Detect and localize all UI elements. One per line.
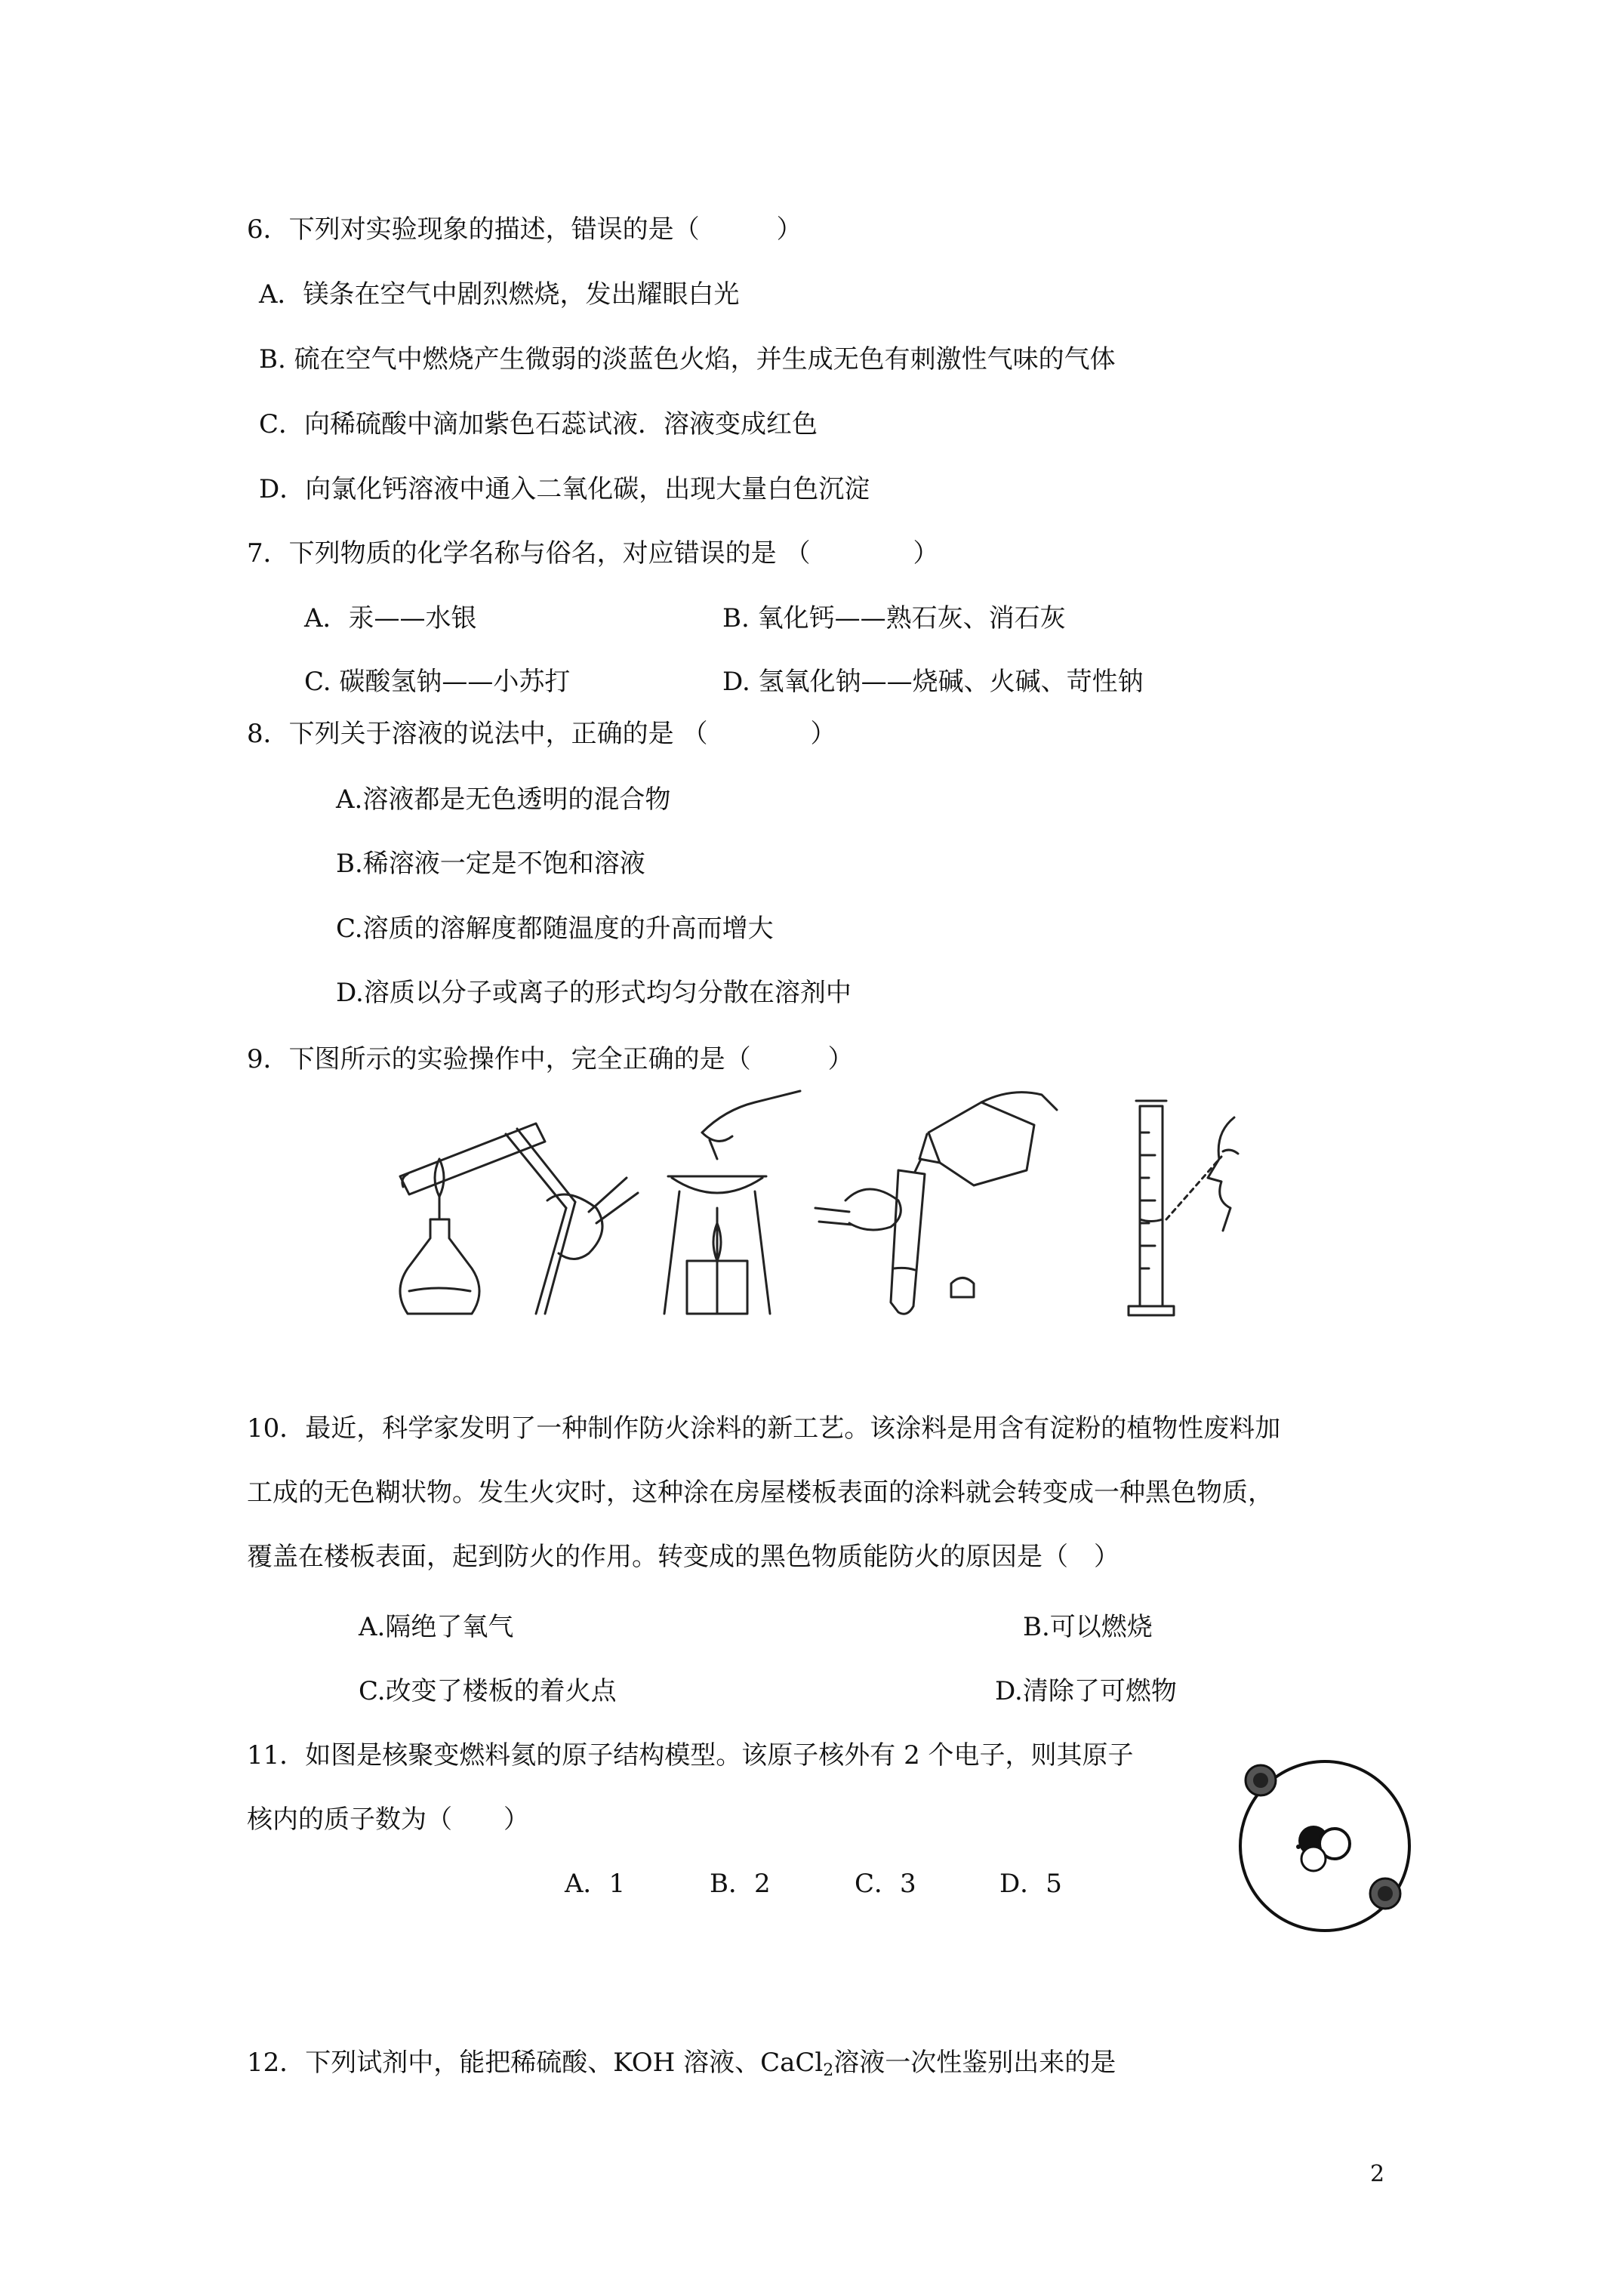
- graduated-cylinder-drawing: [1129, 1101, 1238, 1315]
- q8-option-c: C.溶质的溶解度都随温度的升高而增大: [336, 914, 774, 944]
- q11-stem-line-2: 核内的质子数为（ ）: [247, 1804, 529, 1835]
- q6-option-d: D．向氯化钙溶液中通入二氧化碳，出现大量白色沉淀: [259, 474, 870, 504]
- heating-test-tube-drawing: [400, 1123, 638, 1314]
- q10-option-b: B.可以燃烧: [1023, 1612, 1153, 1642]
- q7-option-a: A．汞——水银: [304, 603, 477, 633]
- q10-option-a: A.隔绝了氧气: [359, 1612, 514, 1642]
- q6-option-a: A．镁条在空气中剧烈燃烧，发出耀眼白光: [259, 279, 740, 310]
- page-number: 2: [1370, 2161, 1385, 2187]
- q8-option-b: B.稀溶液一定是不饱和溶液: [336, 849, 645, 879]
- evaporation-setup-drawing: [664, 1091, 800, 1314]
- q8-option-d: D.溶质以分子或离子的形式均匀分散在溶剂中: [336, 978, 852, 1008]
- helium-atom-model-figure: [1230, 1752, 1419, 1940]
- q10-stem-line-1: 10．最近，科学家发明了一种制作防火涂料的新工艺。该涂料是用含有淀粉的植物性废料加: [247, 1413, 1281, 1444]
- q12-stem: [247, 2046, 1116, 2088]
- q12-subscript: 2: [823, 2061, 834, 2080]
- q11-option-a: A．1: [565, 1869, 626, 1899]
- q7-stem: 7．下列物质的化学名称与俗名，对应错误的是 （ ）: [247, 538, 939, 569]
- q7-option-d: D. 氢氧化钠——烧碱、火碱、苛性钠: [722, 667, 1144, 697]
- q8-option-a: A.溶液都是无色透明的混合物: [336, 784, 671, 815]
- q6-stem: 6．下列对实验现象的描述，错误的是（ ）: [247, 214, 802, 245]
- q10-stem-line-3: 覆盖在楼板表面，起到防火的作用。转变成的黑色物质能防火的原因是（ ）: [247, 1542, 1119, 1572]
- q11-option-b: B．2: [710, 1869, 771, 1899]
- q9-stem: 9．下图所示的实验操作中，完全正确的是（ ）: [247, 1044, 854, 1074]
- pouring-liquid-drawing: [815, 1093, 1057, 1314]
- q11-option-c: C．3: [855, 1869, 916, 1899]
- q7-option-c: C. 碳酸氢钠——小苏打: [304, 667, 571, 697]
- q8-stem: 8．下列关于溶液的说法中，正确的是 （ ）: [247, 719, 836, 749]
- q12-stem-pre: 12．下列试剂中，能把稀硫酸、KOH 溶液、CaCl: [247, 2048, 824, 2078]
- q10-option-d: D.清除了可燃物: [995, 1676, 1177, 1706]
- q12-stem-post: 溶液一次性鉴别出来的是: [833, 2048, 1116, 2078]
- q6-option-c: C．向稀硫酸中滴加紫色石蕊试液．溶液变成红色: [259, 409, 818, 439]
- q10-stem-line-2: 工成的无色糊状物。发生火灾时，这种涂在房屋楼板表面的涂料就会转变成一种黑色物质，: [247, 1478, 1273, 1508]
- q7-option-b: B. 氧化钙——熟石灰、消石灰: [722, 603, 1066, 633]
- q10-option-c: C.改变了楼板的着火点: [359, 1676, 617, 1706]
- q9-lab-figure: [377, 1087, 1268, 1321]
- q11-stem-line-1: 11．如图是核聚变燃料氦的原子结构模型。该原子核外有 2 个电子，则其原子: [247, 1740, 1134, 1771]
- q6-option-b: B. 硫在空气中燃烧产生微弱的淡蓝色火焰，并生成无色有刺激性气味的气体: [259, 344, 1116, 374]
- q11-option-d: D．5: [999, 1869, 1062, 1899]
